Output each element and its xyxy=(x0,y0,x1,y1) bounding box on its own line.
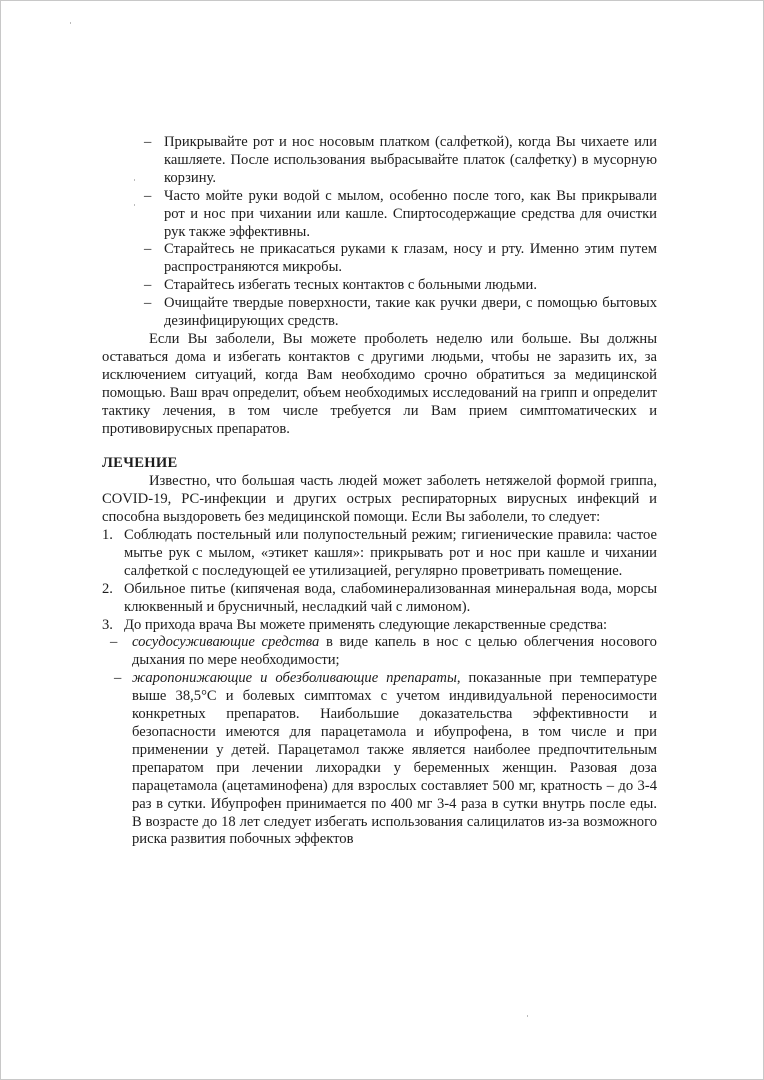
bullet-marker: – xyxy=(144,277,152,294)
step-text: Соблюдать постельный или полупостельный режим; гигиенические правила: частое мытье рук с мылом, «этикет кашля»: прикрывать рот и нос при кашле и чихании салфеткой с последующей ее утилизацией, регулярно проветривать помещение. xyxy=(124,527,657,579)
bullet-text: Очищайте твердые поверхности, такие как ручки двери, с помощью бытовых дезинфицирующих средств. xyxy=(164,295,657,330)
medication-sub-list xyxy=(102,634,657,849)
medication-category: жаропонижающие и обезболивающие препараты xyxy=(132,670,457,687)
medication-item xyxy=(102,634,657,670)
bullet-marker: – xyxy=(110,634,118,651)
bullet-text: Старайтесь избегать тесных контактов с больными людьми. xyxy=(164,277,537,294)
bullet-marker: – xyxy=(144,134,152,150)
step-number: 2. xyxy=(102,580,113,597)
bullet-text: Старайтесь не прикасаться руками к глазам, носу и рту. Именно этим путем распространяются микробы. xyxy=(164,241,657,276)
step-text: До прихода врача Вы можете применять следующие лекарственные средства: xyxy=(124,616,608,633)
bullet-marker: – xyxy=(114,670,122,687)
treatment-step xyxy=(102,617,657,635)
treatment-step xyxy=(102,527,657,581)
treatment-step xyxy=(102,581,657,617)
step-number: 1. xyxy=(102,527,113,544)
scan-speck xyxy=(70,22,71,24)
scan-speck xyxy=(527,1015,528,1017)
prevention-bullet-list xyxy=(102,134,657,331)
medication-text: , показанные при температуре выше 38,5°C и болевых симптомах с учетом индивидуальной переносимости конкретных препаратов. Наибольшие доказательства эффективности и безопасности имеются для парацетамола и ибупрофена, в том числе и при применении у детей. Парацетамол также является наиболее предпочтительным препаратом при лечении лихорадки у беременных женщин. Разовая доза парацетамола (ацетаминофена) для взрослых составляет 500 мг, кратность – до 3-4 раз в сутки. Ибупрофен принимается по 400 мг 3-4 раза в сутки внутрь после еды. В возрасте до 18 лет следует избегать использования салицилатов из-за возможного риска развития побочных эффектов xyxy=(132,670,657,848)
bullet-text: Прикрывайте рот и нос носовым платком (салфеткой), когда Вы чихаете или кашляете. После использования выбрасывайте платок (салфетку) в мусорную корзину. xyxy=(164,134,657,186)
section-heading-treatment: ЛЕЧЕНИЕ xyxy=(102,455,178,472)
bullet-item xyxy=(102,295,657,331)
bullet-marker: – xyxy=(144,295,152,312)
bullet-item xyxy=(102,277,657,295)
medication-text: в виде капель в нос с целью облегчения носового дыхания по мере необходимости; xyxy=(132,634,657,669)
step-number: 3. xyxy=(102,616,113,633)
bullet-text: Часто мойте руки водой с мылом, особенно после того, как Вы прикрывали рот и нос при чихании или кашле. Спиртосодержащие средства для очистки рук также эффективны. xyxy=(164,187,657,240)
step-text: Обильное питье (кипяченая вода, слабоминерализованная минеральная вода, морсы клюквенный и брусничный, несладкий чай с лимоном). xyxy=(124,580,657,615)
bullet-marker: – xyxy=(144,241,152,258)
medication-category: сосудосуживающие средства xyxy=(132,634,320,651)
treatment-intro-paragraph: Известно, что большая часть людей может заболеть нетяжелой формой гриппа, COVID-19, РС-инфекции и других острых респираторных вирусных инфекций и способна выздороветь без медицинской помощи. Если Вы заболели, то следует: xyxy=(102,473,657,526)
medication-item xyxy=(102,670,657,849)
treatment-steps-list xyxy=(102,527,657,634)
if-sick-paragraph: Если Вы заболели, Вы можете проболеть неделю или больше. Вы должны оставаться дома и избегать контактов с другими людьми, чтобы не заразить их, за исключением ситуаций, когда Вам необходимо срочно обратиться за медицинской помощью. Ваш врач определит, объем необходимых исследований на грипп и определит тактику лечения, в том числе требуется ли Вам прием симптоматических и противовирусных препаратов. xyxy=(102,330,657,437)
document-body xyxy=(102,134,657,849)
bullet-item xyxy=(102,241,657,277)
bullet-item xyxy=(102,134,657,188)
bullet-item xyxy=(102,188,657,242)
bullet-marker: – xyxy=(144,187,152,204)
